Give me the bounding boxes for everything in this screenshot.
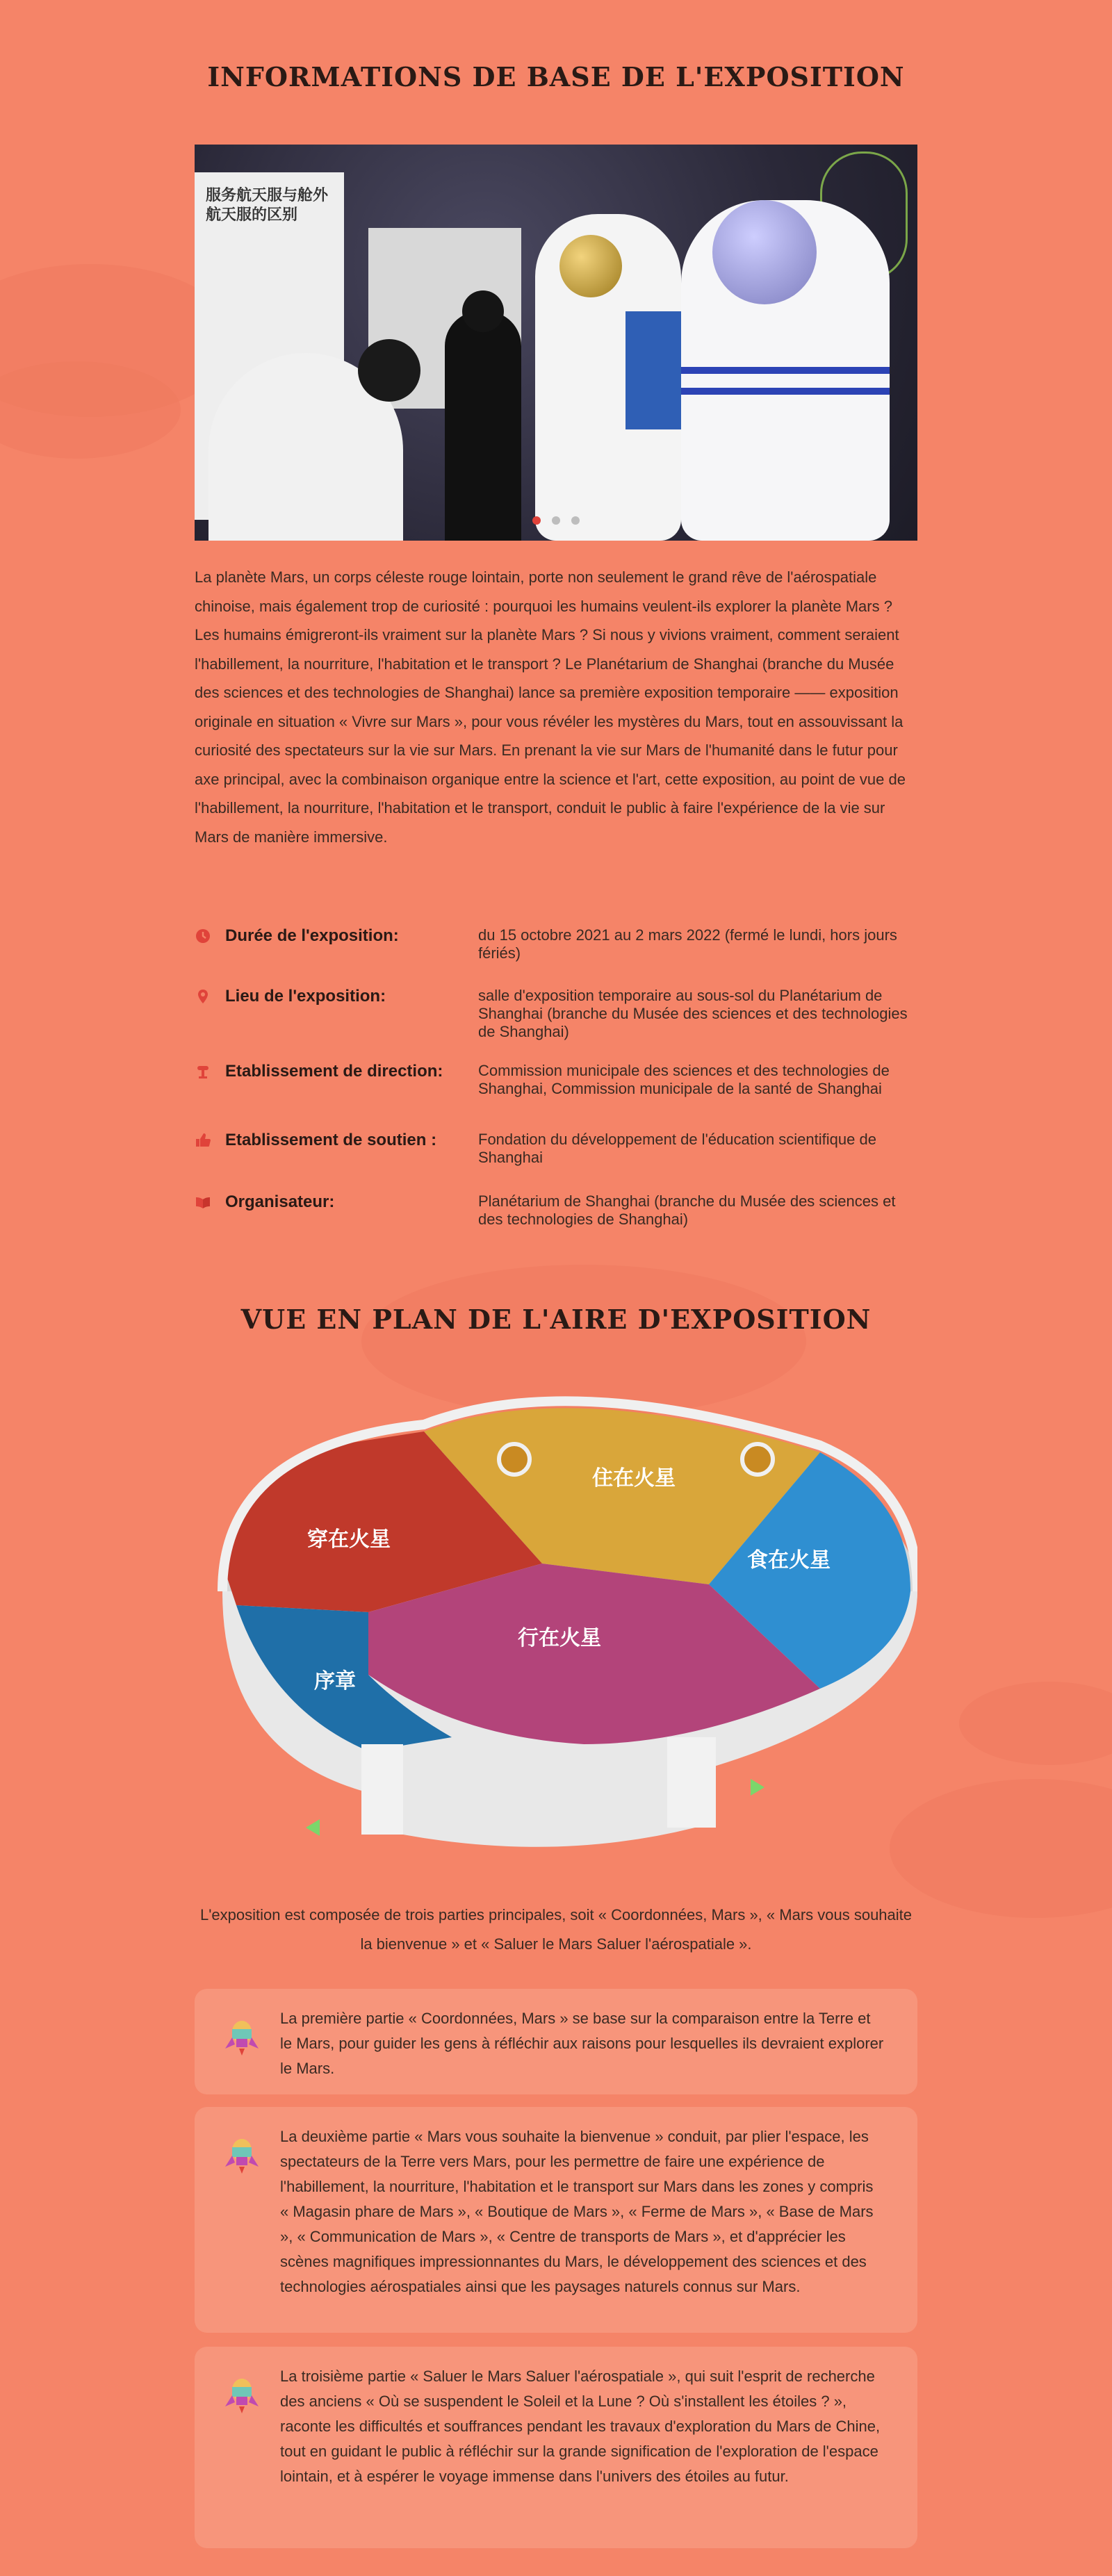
part-card-text: La première partie « Coordonnées, Mars » se base sur la comparaison entre la Terre et le Mars, pour guider les gens à réfléchir aux raisons pour lesquelles ils devraient explorer le Mars. [280,2010,884,2077]
carousel-dot-3[interactable] [571,516,580,525]
carousel-dot-2[interactable] [552,516,560,525]
zone-label-transport: 行在火星 [518,1626,601,1650]
part-card-2 [195,2107,917,2333]
info-value: salle d'exposition temporaire au sous-sol du Planétarium de Shanghai (branche du Musée des sciences et des technologies de Shanghai) [478,987,908,1040]
info-label: Durée de l'exposition: [225,926,399,945]
clock-icon [195,928,211,944]
info-label: Organisateur: [225,1192,335,1211]
part-card-text: La troisième partie « Saluer le Mars Saluer l'aérospatiale », qui suit l'esprit de recherche des anciens « Où se suspendent le Soleil et la Lune ? Où s'installent les étoiles ? », raconte les difficultés et souffrances pendant les travaux d'exploration du Mars de Chine, tout en guidant le public à réfléchir sur la grande signification de l'exploration de l'espace lointain, et à espérer le voyage immense dans l'univers des étoiles au futur. [280,2368,881,2485]
background-cloud-right-2 [959,1682,1112,1765]
info-value: Commission municipale des sciences et des technologies de Shanghai, Commission municipale de la santé de Shanghai [478,1062,890,1097]
info-value: Fondation du développement de l'éducation scientifique de Shanghai [478,1131,876,1166]
part-card-1 [195,1989,917,2094]
hero-photo-carousel[interactable] [195,145,917,541]
podium-icon [195,1063,211,1080]
info-label: Etablissement de direction: [225,1062,443,1081]
carousel-dots [195,516,917,528]
info-value: du 15 octobre 2021 au 2 mars 2022 (fermé le lundi, hors jours fériés) [478,926,897,962]
floor-plan-title: VUE EN PLAN DE L'AIRE D'EXPOSITION [240,1304,872,1335]
thumbs-up-icon [195,1132,211,1149]
open-book-icon [195,1194,211,1211]
display-panel-title: 服务航天服与舱外航天服的区别 [206,187,329,224]
page-title: INFORMATIONS DE BASE DE L'EXPOSITION [207,61,905,92]
floor-plan [195,1383,917,1855]
background-cloud-right [890,1779,1112,1918]
zone-label-habiter: 住在火星 [592,1466,676,1491]
rocket-icon [221,2135,263,2176]
info-board-blue [626,311,681,429]
summary-paragraph: L'exposition est composée de trois parties principales, soit « Coordonnées, Mars », « Mars vous souhaite la bienvenue » et « Saluer le Mars Saluer l'aérospatiale ». [199,1906,913,1953]
intro-paragraph: La planète Mars, un corps céleste rouge lointain, porte non seulement le grand rêve de l'aérospatiale chinoise, mais également trop de curiosité : pourquoi les humains veulent-ils explorer la planète Mars ? Les humains émigreront-ils vraiment sur la planète Mars ? Si nous y vivions vraiment, comment seraient l'habillement, la nourriture, l'habitation et le transport ? Le Planétarium de Shanghai (branche du Musée des sciences et des technologies de Shanghai) lance sa première exposition temporaire —— exposition originale en situation « Vivre sur Mars », pour vous révéler les mystères du Mars, tout en assouvissant la curiosité des spectateurs sur la vie sur Mars. En prenant la vie sur Mars de l'humanité dans le futur pour axe principal, avec la combinaison organique entre la science et l'art, cette exposition, au point de vue de l'habillement, la nourriture, l'habitation et le transport, conduit le public à faire l'expérience de la vie sur Mars de manière immersive. [195,568,906,846]
rocket-icon [221,2017,263,2058]
rocket-icon [221,2374,263,2416]
entrance-arrow-icon [306,1819,320,1836]
zone-label-manger: 食在火星 [747,1548,831,1573]
carousel-dot-1[interactable] [532,516,541,525]
info-label: Etablissement de soutien : [225,1131,437,1149]
visitor-man [445,311,521,541]
spacesuit-helmet-gold [559,235,622,297]
zone-label-prologue: 序章 [314,1669,356,1693]
floor-plan-map [195,1383,917,1855]
part-card-3 [195,2347,917,2548]
info-label: Lieu de l'exposition: [225,987,386,1006]
exit-wall [667,1737,716,1828]
spacesuit-helmet-visor [712,200,817,304]
exit-arrow-icon [751,1779,764,1796]
part-card-text: La deuxième partie « Mars vous souhaite la bienvenue » conduit, par plier l'espace, les spectateurs de la Terre vers Mars, pour les permettre de faire une expérience de l'habillement, la nourriture, l'habitation et le transport sur Mars dans les zones y compris « Magasin phare de Mars », « Boutique de Mars », « Ferme de Mars », « Base de Mars », « Communication de Mars », « Centre de transports de Mars », et d'apprécier les scènes magnifiques impressionnantes du Mars, le développement des sciences et des technologies aérospatiales ainsi que les paysages naturels connus sur Mars. [280,2128,874,2295]
location-pin-icon [195,988,211,1005]
zone-label-habiller: 穿在火星 [307,1527,391,1552]
info-value: Planétarium de Shanghai (branche du Musée des sciences et des technologies de Shanghai) [478,1192,896,1228]
entrance-wall [361,1744,403,1835]
